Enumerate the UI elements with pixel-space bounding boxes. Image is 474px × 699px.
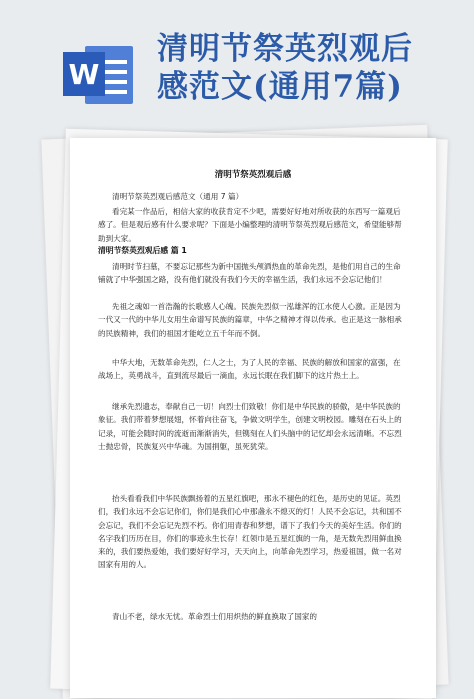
document-title: 清明节祭英烈观后感 — [214, 170, 292, 180]
body-paragraph: 先祖之魂如一首浩瀚的长歌感人心魄。民族先烈似一泓雄浑的江水使人心激。正是因为一代又一代的中华儿女用生命谱写民族的篇章，中华之精神才得以传承。也正是这一脉相承的民族精神，我们的祖国才能屹立五千年而不倒。 — [98, 302, 402, 338]
intro-label: 清明节祭英烈观后感范文（通用 7 篇） — [112, 192, 244, 201]
section-heading: 清明节祭英烈观后感 篇 1 — [98, 246, 187, 255]
body-paragraph: 继承先烈遗志，奉献自己一切！向烈士们致敬！你们是中华民族的骄傲，是中华民族的象征。我们带着梦想展翅，怀着向往奋飞，争做文明学生，创建文明校园。雕刻在石头上的记录，可能会随时间的流逝而渐渐消失，但镌刻在人们头脑中的记忆却会永远清晰。不忘烈士抛忠骨，民族复兴中华魂。为国捐躯，虽死犹荣。 — [98, 402, 402, 451]
title-line-2: 感范文(通用7篇) — [157, 69, 403, 105]
body-paragraph: 青山不老，绿水无忧。革命烈士们用炽热的鲜血换取了国家的 — [112, 612, 318, 621]
page-title — [157, 30, 457, 106]
body-paragraph: 中华大地，无数革命先烈，仁人之士，为了人民的幸福、民族的解放和国家的富强，在战场上，英勇战斗，直到流尽最后一滴血，永远长眠在我们脚下的这片热土上。 — [98, 358, 401, 381]
body-paragraph: 抬头看看我们中华民族飘扬着的五星红旗吧，那永不褪色的红色，是历史的见证。英烈们，我们永远不会忘记你们，你们是我们心中那盏永不熄灭的灯！人民不会忘记，共和国不会忘记，我们不会忘记先烈不朽。你们用青春和梦想，谱下了我们今天的美好生活。你们的名字我们历历在目，你们的事迹永生长存！红领巾是五星红旗的一角，是无数先烈用鲜血换来的，我们要热爱她，我们要好好学习，天天向上，向革命先烈学习，热爱祖国，做一名对国家有用的人。 — [98, 494, 402, 570]
body-paragraph: 清明时节扫墓，不要忘记那些为新中国抛头颅洒热血的革命先烈，是他们用自己的生命铺就了中华强国之路，没有他们就没有我们今天的幸福生活，我们永远不会忘记他们！ — [98, 262, 401, 285]
document-page — [70, 138, 436, 698]
title-line-1: 清明节祭英烈观后 — [157, 31, 413, 67]
intro-paragraph: 看完某一作品后，相信大家的收获肯定不少吧，需要好好地对所收获的东西写一篇观后感了。但是观后感有什么要求呢？下面是小编整理的清明节祭英烈观后感范文，希望能够帮助到大家。 — [98, 207, 402, 243]
word-app-icon — [63, 40, 135, 110]
word-letter-icon: W — [63, 52, 105, 96]
